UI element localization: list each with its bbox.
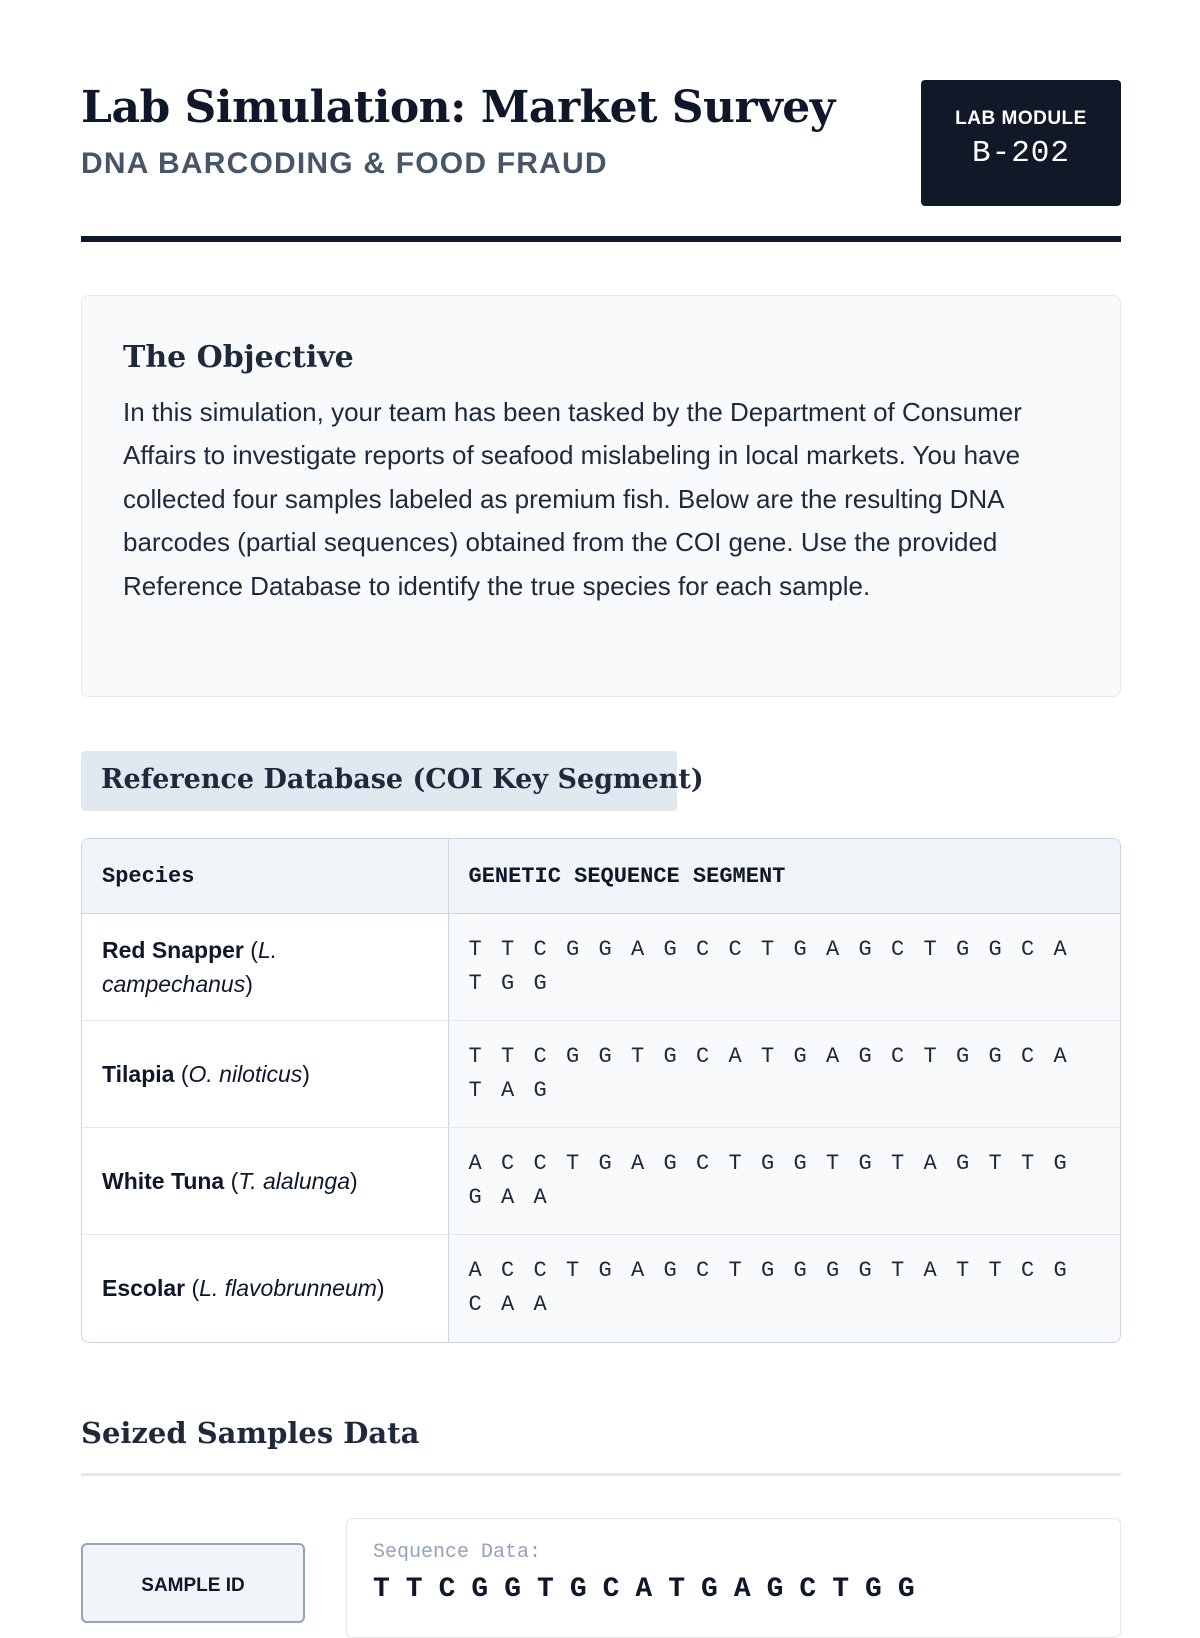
page-subtitle: DNA BARCODING & FOOD FRAUD bbox=[81, 147, 608, 180]
species-scientific-name: O. niloticus bbox=[188, 1061, 303, 1087]
species-scientific-name: T. alalunga bbox=[238, 1168, 350, 1194]
sequence-data-value: TTCGGTGCATGAGCTGG bbox=[373, 1574, 931, 1605]
table-row bbox=[82, 1021, 1120, 1128]
objective-heading: The Objective bbox=[123, 340, 354, 375]
table-row bbox=[82, 1235, 1120, 1342]
species-cell: Escolar (L. flavobrunneum) bbox=[82, 1235, 448, 1342]
module-label: LAB MODULE bbox=[955, 108, 1087, 129]
module-code: B-202 bbox=[971, 136, 1070, 171]
lab-module-badge bbox=[921, 80, 1121, 206]
species-common-name: Tilapia bbox=[102, 1061, 175, 1087]
page-header bbox=[81, 0, 1121, 242]
seized-samples-heading: Seized Samples Data bbox=[81, 1416, 420, 1450]
objective-panel bbox=[81, 295, 1121, 697]
sequence-cell: TTCGGTGCATGAGCTGGCATAG bbox=[448, 1021, 1120, 1128]
reference-table bbox=[81, 838, 1121, 1343]
reference-database-tag: Reference Database (COI Key Segment) bbox=[81, 751, 677, 811]
sequence-cell: ACCTGAGCTGGTGTAGTTGGAA bbox=[448, 1128, 1120, 1235]
table-header-row bbox=[82, 839, 1120, 914]
column-header-sequence: GENETIC SEQUENCE SEGMENT bbox=[448, 839, 1120, 914]
species-common-name: White Tuna bbox=[102, 1168, 225, 1194]
sequence-cell: ACCTGAGCTGGGGTATTCGCAA bbox=[448, 1235, 1120, 1342]
section-divider bbox=[81, 1473, 1121, 1476]
species-common-name: Escolar bbox=[102, 1275, 186, 1302]
sequence-data-label: Sequence Data: bbox=[373, 1541, 542, 1564]
table-row bbox=[82, 914, 1120, 1021]
species-scientific-name: L. flavobrunneum bbox=[199, 1275, 377, 1302]
lab-page bbox=[81, 0, 1121, 1605]
sequence-data-box bbox=[346, 1518, 1121, 1638]
species-common-name: Red Snapper bbox=[102, 937, 244, 963]
column-header-species: Species bbox=[82, 839, 448, 914]
sequence-cell: TTCGGAGCCTGAGCTGGCATGG bbox=[448, 914, 1120, 1021]
page-title: Lab Simulation: Market Survey bbox=[81, 82, 835, 133]
sample-id-box: SAMPLE ID bbox=[81, 1543, 305, 1623]
species-scientific-name: L. campechanus bbox=[102, 937, 278, 997]
objective-body: In this simulation, your team has been tasked by the Department of Consumer Affairs to investigate reports of seafood mislabeling in local markets. You have collected four samples labeled as premium fish. Below are the resulting DNA barcodes (partial sequences) obtained from the COI gene. Use the provided Reference Database to identify the true species for each sample. bbox=[123, 397, 1022, 601]
species-cell: Red Snapper (L. campechanus) bbox=[82, 914, 448, 1021]
species-cell: Tilapia (O. niloticus) bbox=[82, 1021, 448, 1128]
table-row bbox=[82, 1128, 1120, 1235]
species-cell: White Tuna (T. alalunga) bbox=[82, 1128, 448, 1235]
